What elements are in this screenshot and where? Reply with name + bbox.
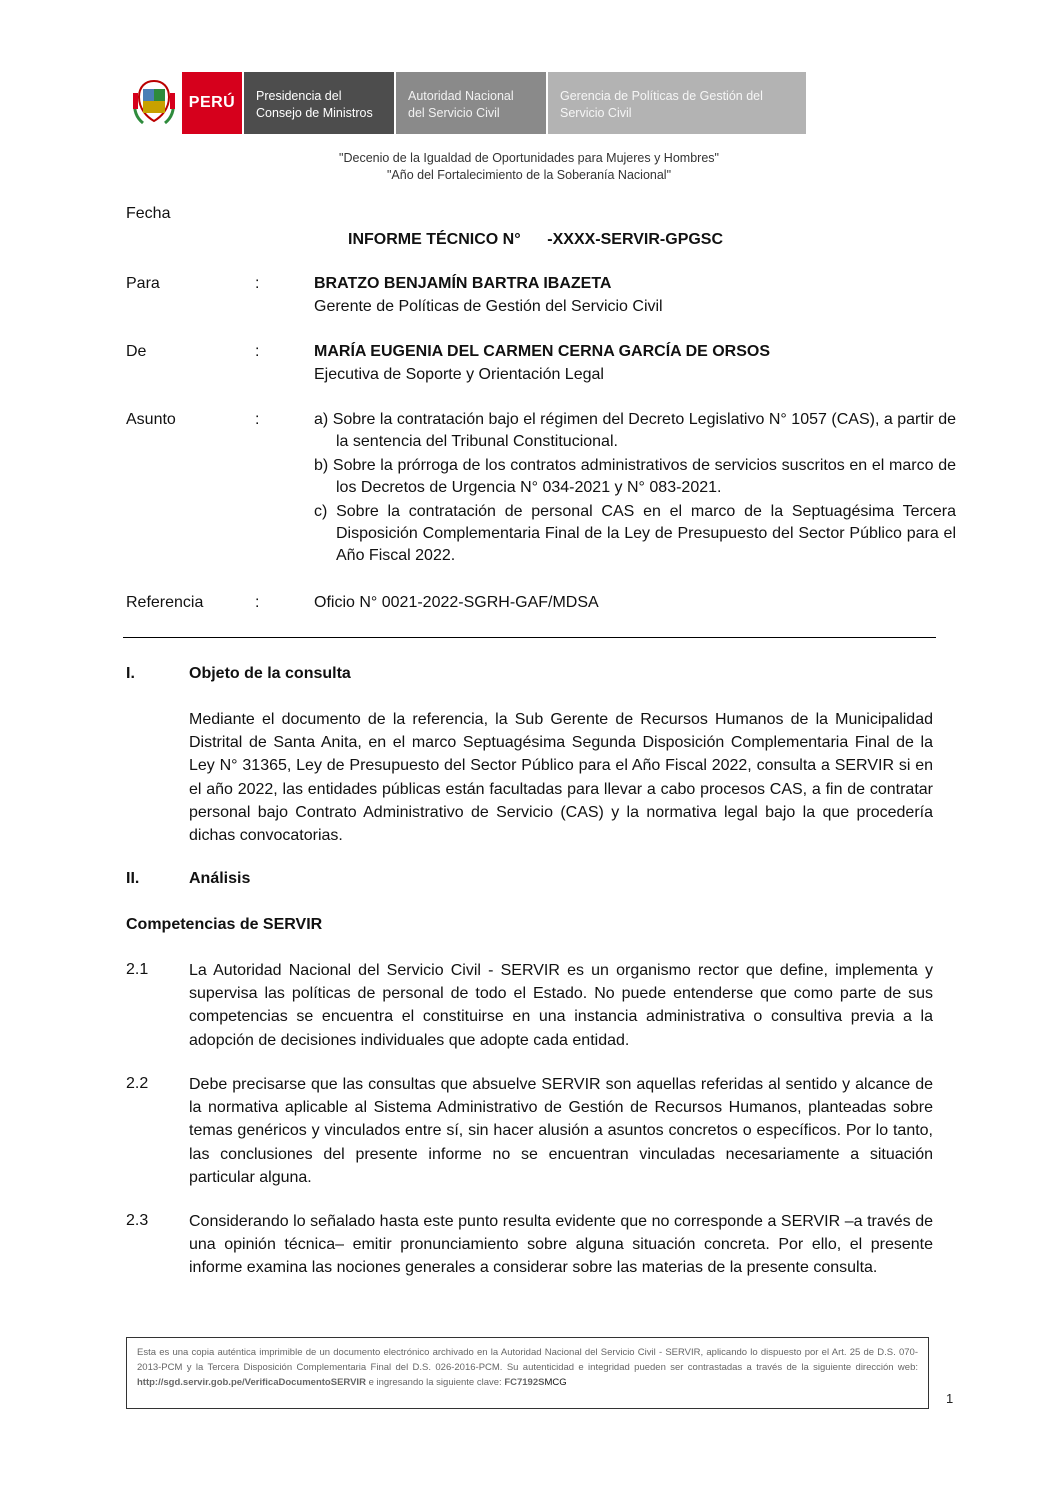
para-label: Para (126, 275, 160, 292)
para-name: BRATZO BENJAMÍN BARTRA IBAZETA (314, 275, 612, 292)
asunto-item-c: c) Sobre la contratación de personal CAS en el marco de la Septuagésima Tercera Disposición Complementaria Final de la Ley de Presupuesto del Sector Público para el Año Fiscal 2022. (314, 503, 956, 564)
header-block-gpgsc-line1: Gerencia de Políticas de Gestión del (560, 89, 763, 103)
referencia-label: Referencia (126, 594, 204, 611)
header-block-pcm (244, 72, 394, 134)
verification-link[interactable]: http://sgd.servir.gob.pe/VerificaDocumentoSERVIR (137, 1377, 366, 1388)
de-name: MARÍA EUGENIA DEL CARMEN CERNA GARCÍA DE ORSOS (314, 343, 771, 360)
year-mottos (0, 150, 1058, 184)
divider (123, 637, 936, 638)
asunto-colon: : (255, 411, 260, 428)
asunto-item-b: b) Sobre la prórroga de los contratos administrativos de servicios suscritos en el marco de los Decretos de Urgencia N° 034-2021 y N° 083-2021. (314, 457, 956, 496)
coat-of-arms-icon (126, 72, 182, 134)
peru-brand: PERÚ (182, 72, 242, 134)
paragraph-2-3-text: Considerando lo señalado hasta este punto resulta evidente que no corresponde a SERVIR –a través de una opinión técnica– emitir pronunciamiento sobre alguna situación concreta. Por ello, el presente informe examina las nociones generales a considerar sobre las materias de la presente consulta. (189, 1213, 933, 1277)
header-block-pcm-line1: Presidencia del (256, 89, 342, 103)
referencia-value: Oficio N° 0021-2022-SGRH-GAF/MDSA (314, 594, 599, 611)
paragraph-2-2-number: 2.2 (126, 1075, 149, 1092)
paragraph-2-2-text: Debe precisarse que las consultas que absuelve SERVIR son aquellas referidas al sentido y alcance de la normativa aplicable al Sistema Administrativo de Gestión de Recursos Humanos, planteadas sobre temas genéricos y vinculados entre sí, sin hacer alusión a asuntos concretos o específicos. Por lo tanto, las conclusiones del presente informe no se encuentran vinculadas necesariamente a situación particular alguna. (189, 1076, 933, 1186)
report-title: INFORME TÉCNICO N° -XXXX-SERVIR-GPGSC (348, 231, 724, 248)
de-role: Ejecutiva de Soporte y Orientación Legal (314, 366, 604, 383)
fecha-label: Fecha (126, 205, 171, 222)
paragraph-2-1-text: La Autoridad Nacional del Servicio Civil - SERVIR es un organismo rector que define, implementa y supervisa las políticas de personal de todo el Estado. No puede entenderse que como parte de sus competencias se encuentra el constituirse en una instancia administrativa o consultiva previa a la adopción de decisiones individuales que adopte cada entidad. (189, 962, 933, 1049)
subheading-competencias: Competencias de SERVIR (126, 916, 323, 933)
header-block-gpgsc (548, 72, 806, 134)
section1-text: Mediante el documento de la referencia, la Sub Gerente de Recursos Humanos de la Municipalidad Distrital de Santa Anita, en el marco Septuagésima Segunda Disposición Complementaria Final de la Ley N° 31365, Ley de Presupuesto del Sector Público para el Año Fiscal 2022, consulta a SERVIR si en el año 2022, las entidades públicas están facultadas para llevar a cabo procesos CAS, a fin de contratar personal bajo Contrato Administrativo de Servicio (CAS) y la normativa legal bajo la que procedería dichas convocatorias. (189, 711, 933, 845)
authenticity-text-2: e ingresando la siguiente clave: (365, 1377, 505, 1388)
author-initials: MCG (544, 1377, 567, 1388)
page-number: 1 (946, 1391, 954, 1406)
verification-key: FC7192S (504, 1377, 545, 1388)
referencia-colon: : (255, 594, 260, 611)
motto-decade: "Decenio de la Igualdad de Oportunidades para Mujeres y Hombres" (339, 151, 719, 165)
header-block-servir-line2: del Servicio Civil (408, 106, 500, 120)
section1-number: I. (126, 665, 135, 682)
header-block-gpgsc-line2: Servicio Civil (560, 106, 632, 120)
paragraph-2-3-number: 2.3 (126, 1212, 149, 1229)
para-colon: : (255, 275, 260, 292)
para-role: Gerente de Políticas de Gestión del Servicio Civil (314, 298, 663, 315)
section2-title: Análisis (189, 870, 251, 887)
asunto-item-a: a) Sobre la contratación bajo el régimen del Decreto Legislativo N° 1057 (CAS), a partir de la sentencia del Tribunal Constitucional. (314, 411, 956, 450)
asunto-label: Asunto (126, 411, 176, 428)
authenticity-notice (126, 1337, 929, 1409)
institutional-header (126, 72, 816, 134)
authenticity-text: Esta es una copia auténtica imprimible de un documento electrónico archivado en la Autoridad Nacional del Servicio Civil - SERVIR, aplicando lo dispuesto por el Art. 25 de D.S. 070-2013-PCM y la Tercera Disposición Complementaria Final del D.S. 026-2016-PCM. Su autenticidad e integridad pueden ser contrastadas a través de la siguiente dirección web: (137, 1347, 918, 1373)
paragraph-2-1-number: 2.1 (126, 961, 149, 978)
de-colon: : (255, 343, 260, 360)
section1-title: Objeto de la consulta (189, 665, 351, 682)
header-block-servir-line1: Autoridad Nacional (408, 89, 514, 103)
header-block-servir (396, 72, 546, 134)
motto-year: "Año del Fortalecimiento de la Soberanía Nacional" (386, 168, 672, 182)
section2-number: II. (126, 870, 140, 887)
header-block-pcm-line2: Consejo de Ministros (256, 106, 373, 120)
de-label: De (126, 343, 147, 360)
